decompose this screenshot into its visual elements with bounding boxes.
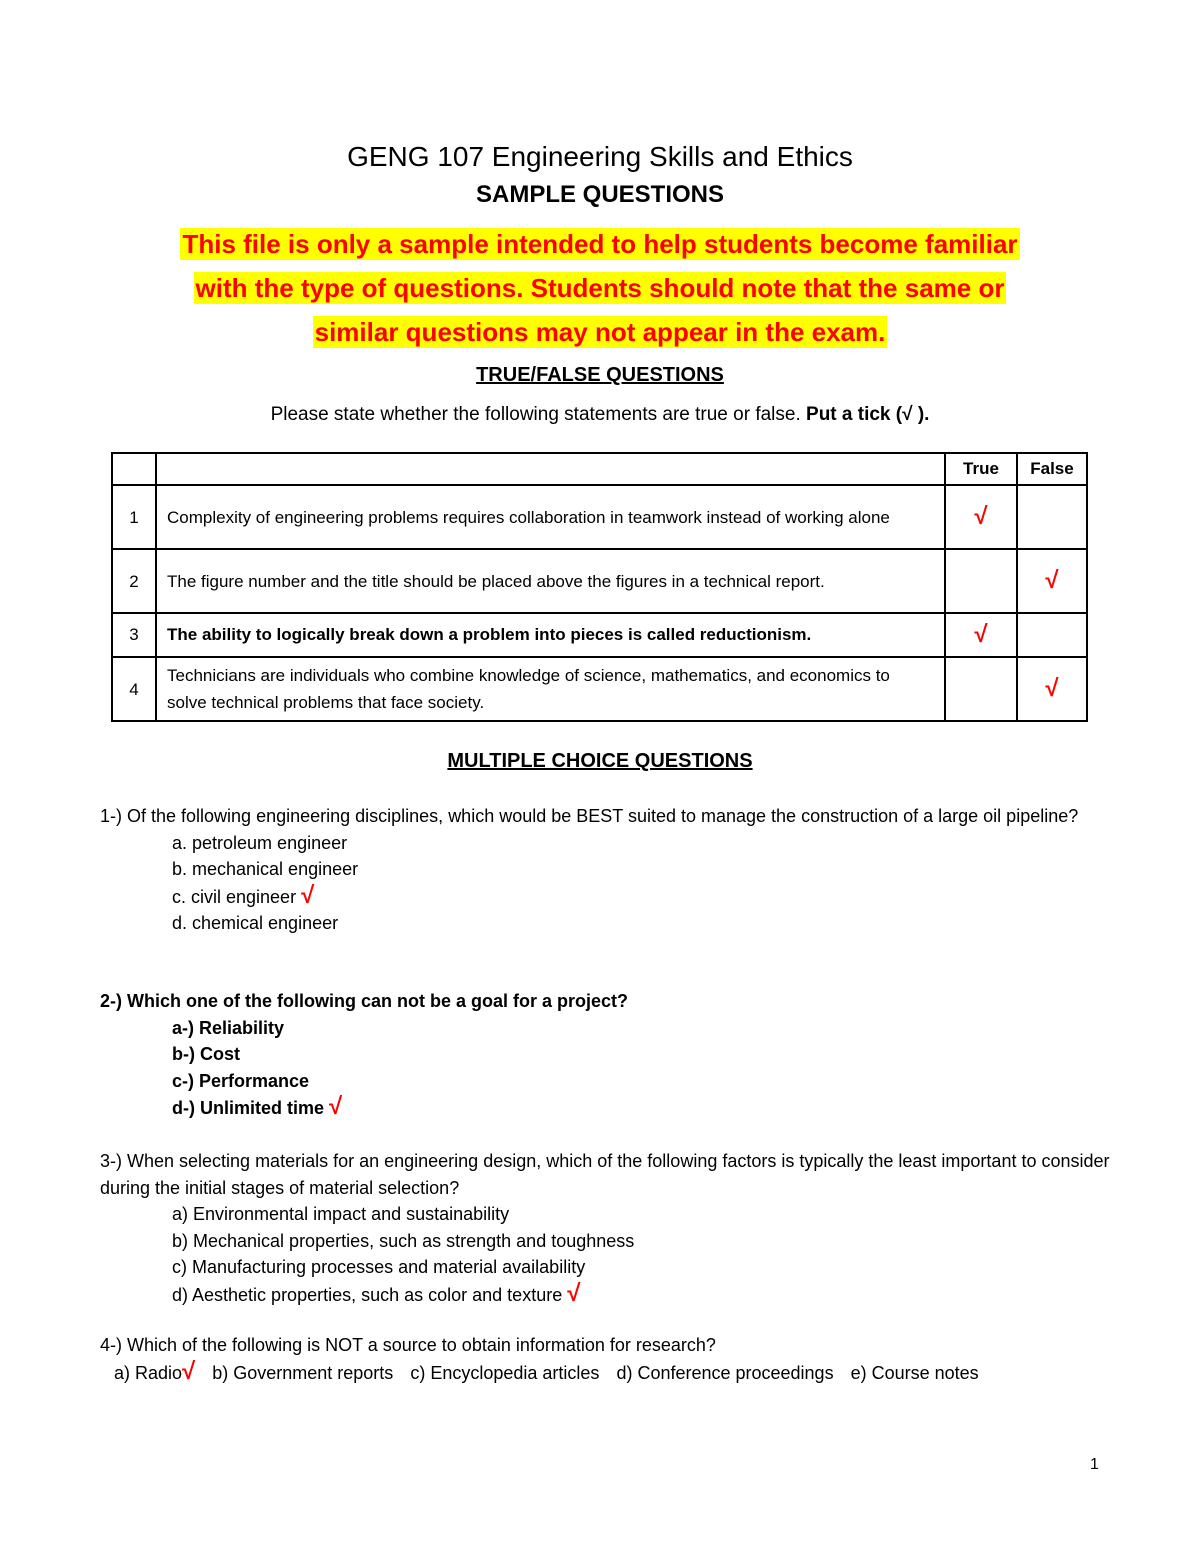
option-item: [172, 1281, 1110, 1309]
check-icon: √: [974, 621, 988, 648]
table-header-row: [112, 453, 1087, 485]
option-text: d) Aesthetic properties, such as color and texture: [172, 1284, 563, 1305]
notice-line: similar questions may not appear in the exam.: [314, 317, 886, 347]
table-row: [112, 549, 1087, 613]
page-number: 1: [1090, 1456, 1099, 1473]
option-item: b) Government reports: [212, 1362, 394, 1383]
true-cell: [945, 549, 1017, 613]
option-text: b) Mechanical properties, such as strength and toughness: [172, 1230, 635, 1251]
option-text: c-) Performance: [172, 1070, 310, 1091]
option-item: [172, 1228, 1110, 1255]
row-number: 1: [112, 485, 156, 549]
option-item: [172, 910, 1110, 937]
check-icon: √: [1045, 674, 1059, 702]
option-item: e) Course notes: [850, 1362, 979, 1383]
true-cell: [945, 485, 1017, 549]
option-item: [172, 1041, 1110, 1068]
option-list: [100, 830, 1110, 937]
option-text: c) Manufacturing processes and material availability: [172, 1257, 586, 1277]
option-list: [100, 1015, 1110, 1122]
row-statement: The ability to logically break down a problem into pieces is called reductionism.: [156, 613, 945, 657]
option-item: c) Encyclopedia articles: [410, 1362, 600, 1383]
question-4: [100, 1332, 1110, 1386]
option-text: c. civil engineer: [172, 886, 297, 907]
option-item: [172, 1254, 1110, 1281]
row-number: 4: [112, 657, 156, 721]
row-statement: Complexity of engineering problems requires collaboration in teamwork instead of working alone: [156, 485, 945, 549]
option-item: [172, 1015, 1110, 1042]
notice-line: This file is only a sample intended to help students become familiar: [182, 229, 1018, 259]
page-subtitle: SAMPLE QUESTIONS: [475, 181, 725, 208]
header-true: True: [945, 453, 1017, 485]
option-item: [172, 1068, 1110, 1095]
false-cell: [1017, 485, 1087, 549]
sample-notice: [0, 222, 1200, 354]
check-icon: √: [974, 502, 988, 530]
option-text: b. mechanical engineer: [172, 859, 359, 879]
option-text: d-) Unlimited time: [172, 1098, 324, 1118]
question-text: 3-) When selecting materials for an engineering design, which of the following factors is typically the least important to consider during the initial stages of material selection?: [100, 1151, 1110, 1198]
table-row: [112, 485, 1087, 549]
option-item: [172, 883, 1110, 911]
row-statement: Technicians are individuals who combine knowledge of science, mathematics, and economics to solve technical problems that face society.: [156, 657, 945, 721]
option-list: [100, 1359, 1110, 1387]
option-item: d) Conference proceedings: [616, 1362, 834, 1383]
option-text: d. chemical engineer: [172, 913, 339, 933]
option-item: [172, 830, 1110, 857]
true-false-table: [111, 452, 1088, 722]
question-2: [100, 988, 1110, 1122]
true-false-instruction: [0, 404, 1200, 426]
false-cell: [1017, 657, 1087, 721]
option-item: [114, 1357, 196, 1385]
option-text: a-) Reliability: [172, 1017, 285, 1038]
instruction-text: Please state whether the following statements are true or false.: [270, 404, 801, 425]
option-item: [172, 1201, 1110, 1228]
true-cell: [945, 657, 1017, 721]
option-item: [172, 856, 1110, 883]
table-row: [112, 657, 1087, 721]
row-number: 2: [112, 549, 156, 613]
check-icon: √: [567, 1279, 581, 1307]
question-text: 2-) Which one of the following can not be a goal for a project?: [100, 991, 629, 1011]
row-number: 3: [112, 613, 156, 657]
false-cell: [1017, 613, 1087, 657]
check-icon: √: [1045, 566, 1059, 594]
question-1: [100, 803, 1110, 937]
check-icon: √: [301, 881, 315, 909]
header-num-cell: [112, 453, 156, 485]
question-text: 4-) Which of the following is NOT a source to obtain information for research?: [100, 1335, 716, 1355]
notice-line: with the type of questions. Students should note that the same or: [195, 273, 1005, 303]
multiple-choice-heading: MULTIPLE CHOICE QUESTIONS: [447, 750, 753, 772]
check-icon: √: [182, 1357, 196, 1385]
question-text: 1-) Of the following engineering disciplines, which would be BEST suited to manage the construction of a large oil pipeline?: [100, 806, 1079, 826]
instruction-bold: Put a tick (√ ).: [806, 404, 930, 425]
check-icon: √: [329, 1093, 343, 1120]
option-item: [172, 1094, 1110, 1122]
false-cell: [1017, 549, 1087, 613]
row-statement: The figure number and the title should be placed above the figures in a technical report.: [156, 549, 945, 613]
option-text: b-) Cost: [172, 1044, 240, 1064]
page-title: GENG 107 Engineering Skills and Ethics: [347, 141, 853, 172]
table-row: [112, 613, 1087, 657]
option-text: a. petroleum engineer: [172, 832, 348, 853]
option-list: [100, 1201, 1110, 1308]
option-text: a) Environmental impact and sustainability: [172, 1204, 510, 1224]
true-cell: [945, 613, 1017, 657]
true-false-heading: TRUE/FALSE QUESTIONS: [476, 364, 724, 386]
header-statement-cell: [156, 453, 945, 485]
header-false: False: [1017, 453, 1087, 485]
option-text: a) Radio: [114, 1362, 183, 1383]
question-3: [100, 1148, 1110, 1308]
